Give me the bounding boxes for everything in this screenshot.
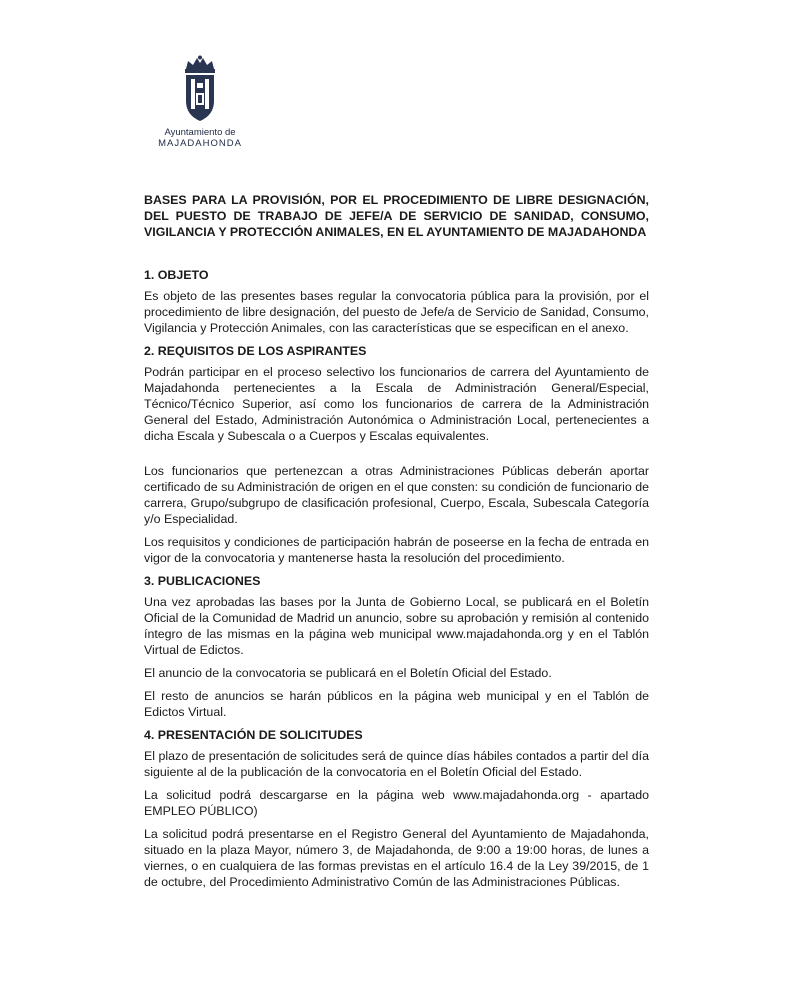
section-objeto bbox=[144, 267, 649, 336]
paragraph: El plazo de presentación de solicitudes será de quince días hábiles contados a partir del día siguiente al de la publicación de la convocatoria en el Boletín Oficial del Estado. bbox=[144, 749, 649, 779]
majadahonda-coat-of-arms-icon bbox=[180, 55, 220, 123]
section-requisitos bbox=[144, 343, 649, 566]
paragraph: El resto de anuncios se harán públicos en la página web municipal y en el Tablón de Edictos Virtual. bbox=[144, 689, 649, 719]
logo-text-majadahonda: MAJADAHONDA bbox=[158, 138, 242, 149]
section-publicaciones bbox=[144, 573, 649, 720]
section-heading: 1. OBJETO bbox=[144, 268, 209, 282]
municipal-logo bbox=[150, 55, 250, 149]
paragraph: La solicitud podrá descargarse en la página web www.majadahonda.org - apartado EMPLEO PÚBLICO) bbox=[144, 788, 649, 818]
paragraph: Los requisitos y condiciones de participación habrán de poseerse en la fecha de entrada en vigor de la convocatoria y mantenerse hasta la resolución del procedimiento. bbox=[144, 535, 649, 565]
document-title: BASES PARA LA PROVISIÓN, POR EL PROCEDIMIENTO DE LIBRE DESIGNACIÓN, DEL PUESTO DE TRABAJO DE JEFE/A DE SERVICIO DE SANIDAD, CONSUMO, VIGILANCIA Y PROTECCIÓN ANIMALES, EN EL AYUNTAMIENTO DE MAJADAHONDA bbox=[144, 193, 649, 239]
document-body bbox=[144, 192, 649, 897]
paragraph: La solicitud podrá presentarse en el Registro General del Ayuntamiento de Majadahonda, situado en la plaza Mayor, número 3, de Majadahonda, de 9:00 a 19:00 horas, de lunes a viernes, o en cualquiera de las formas previstas en el artículo 16.4 de la Ley 39/2015, de 1 de octubre, del Procedimiento Administrativo Común de las Administraciones Públicas. bbox=[144, 827, 649, 889]
paragraph: Una vez aprobadas las bases por la Junta de Gobierno Local, se publicará en el Boletín Oficial de la Comunidad de Madrid un anuncio, sobre su aprobación y remisión al contenido íntegro de las mismas en la página web municipal www.majadahonda.org y en el Tablón Virtual de Edictos. bbox=[144, 595, 649, 657]
paragraph: Podrán participar en el proceso selectivo los funcionarios de carrera del Ayuntamiento de Majadahonda pertenecientes a la Escala de Administración General/Especial, Técnico/Técnico Superior, así como los funcionarios de carrera de la Administración General del Estado, Administración Autonómica o Administración Local, pertenecientes a dicha Escala y Subescala o a Cuerpos y Escalas equivalentes. bbox=[144, 365, 649, 443]
logo-text-ayuntamiento: Ayuntamiento de bbox=[164, 127, 236, 138]
section-heading: 3. PUBLICACIONES bbox=[144, 574, 261, 588]
paragraph: Es objeto de las presentes bases regular la convocatoria pública para la provisión, por el procedimiento de libre designación, del puesto de Jefe/a de Servicio de Sanidad, Consumo, Vigilancia y Protección Animales, con las características que se especifican en el anexo. bbox=[144, 289, 649, 335]
paragraph: Los funcionarios que pertenezcan a otras Administraciones Públicas deberán aportar certificado de su Administración de origen en el que consten: su condición de funcionario de carrera, Grupo/subgrupo de clasificación profesional, Cuerpo, Escala, Subescala Categoría y/o Especialidad. bbox=[144, 464, 649, 526]
section-heading: 2. REQUISITOS DE LOS ASPIRANTES bbox=[144, 344, 367, 358]
paragraph: El anuncio de la convocatoria se publicará en el Boletín Oficial del Estado. bbox=[144, 666, 552, 680]
section-solicitudes bbox=[144, 727, 649, 890]
section-heading: 4. PRESENTACIÓN DE SOLICITUDES bbox=[144, 728, 363, 742]
